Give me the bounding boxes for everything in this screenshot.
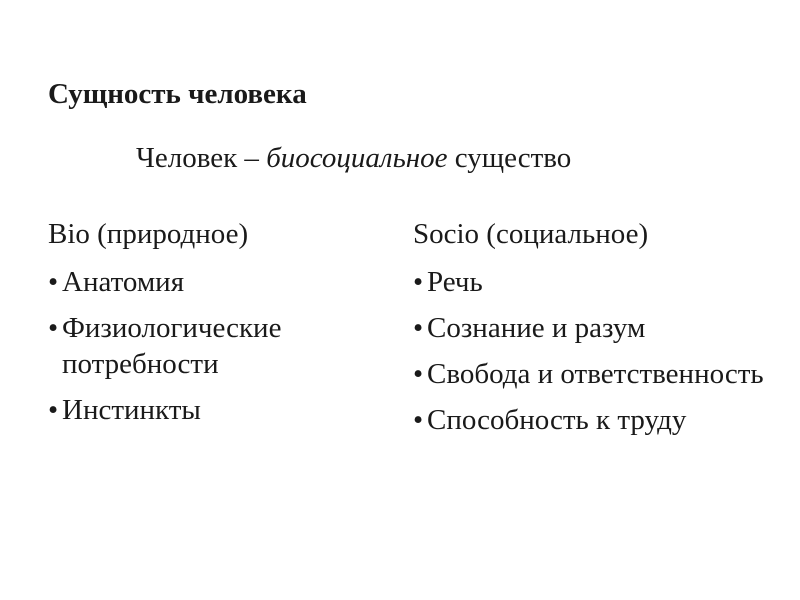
bullet-icon: • (48, 266, 59, 298)
list-item (48, 310, 388, 382)
list-item-text: Сознание и разум (427, 312, 646, 344)
bio-column-heading: Bio (природное) (48, 218, 249, 250)
bio-list (48, 264, 388, 428)
subtitle-prefix: Человек – (136, 142, 267, 174)
list-item (48, 392, 388, 428)
bullet-icon: • (48, 312, 59, 344)
subtitle-suffix: существо (447, 142, 572, 174)
subtitle (136, 140, 571, 176)
socio-column (413, 216, 793, 448)
list-item (413, 402, 793, 438)
bullet-icon: • (413, 358, 424, 390)
socio-list (413, 264, 793, 438)
list-item-text: Анатомия (62, 266, 185, 298)
list-item (413, 356, 793, 392)
list-item-text: Инстинкты (62, 394, 201, 426)
bullet-icon: • (413, 312, 424, 344)
list-item (413, 264, 793, 300)
bullet-icon: • (413, 404, 424, 436)
list-item-text: Свобода и ответственность (427, 358, 764, 390)
page-title: Сущность человека (48, 78, 307, 110)
list-item (48, 264, 388, 300)
list-item-text: Речь (427, 266, 483, 298)
socio-column-heading: Socio (социальное) (413, 218, 649, 250)
subtitle-emphasis: биосоциальное (266, 142, 448, 174)
list-item (413, 310, 793, 346)
bio-column (48, 216, 388, 438)
list-item-text: Способность к труду (427, 404, 687, 436)
list-item-text: Физиологические потребности (62, 312, 282, 380)
bullet-icon: • (413, 266, 424, 298)
bullet-icon: • (48, 394, 59, 426)
